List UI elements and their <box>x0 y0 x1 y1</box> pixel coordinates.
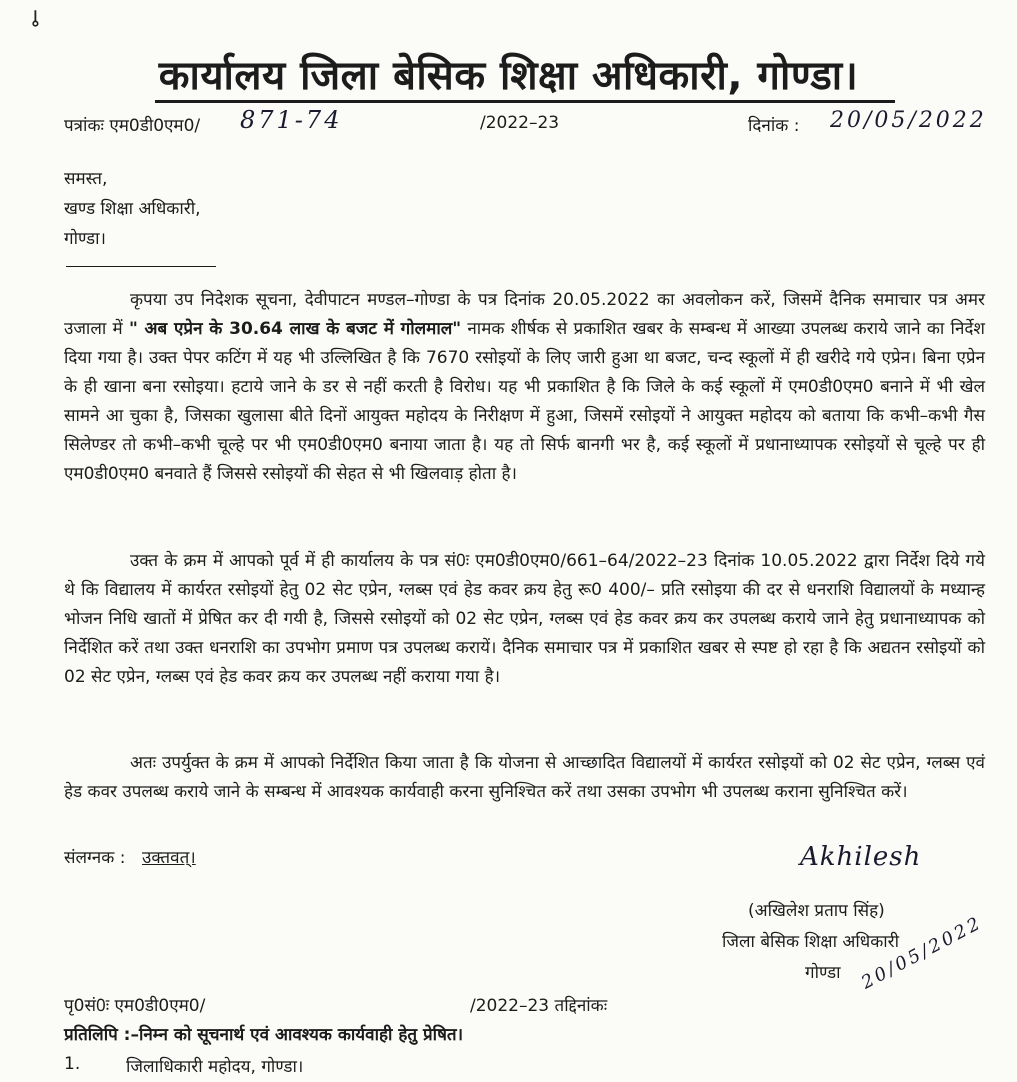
footer-ref-label: पृ0सं0ः एम0डी0एम0/ <box>64 996 206 1016</box>
patrank-number-handwritten: 871-74 <box>240 106 343 134</box>
body-paragraph-1 <box>64 286 985 489</box>
signatory-designation: जिला बेसिक शिक्षा अधिकारी <box>722 932 900 952</box>
signatory-place: गोण्डा <box>805 963 841 983</box>
date-label: दिनांक : <box>748 116 800 136</box>
p1-text-b: नामक शीर्षक से प्रकाशित खबर के सम्बन्ध में आख्या उपलब्ध कराये जाने का निर्देश दिया गया है। उक्त पेपर कटिंग में यह भी उल्लिखित है कि 7670 रसोइयों के लिए जारी हुआ था बजट, चन्द स्कूलों में ही खरीदे गये एप्रेन। बिना एप्रेन के ही खाना बना रसोइया। हटाये जाने के डर से नहीं करती है विरोध। यह भी प्रकाशित है कि जिले के कई स्कूलों में एम0डी0एम0 बनाने में भी खेल सामने आ चुका है, जिसका खुलासा बीते दिनों आयुक्त महोदय के निरीक्षण में हुआ, जिसमें रसोइयों ने आयुक्त महोदय को बताया कि कभी–कभी गैस सिलेण्डर तो कभी–कभी चूल्हे पर भी एम0डी0एम0 बनाया जाता है। यह तो सिर्फ बानगी भर है, कई स्कूलों में प्रधानाध्यापक रसोइयों से चूल्हे पर ही एम0डी0एम0 बनवाते हैं जिससे रसोइयों की सेहत से भी खिलवाड़ होता है। <box>64 319 985 484</box>
title-underline <box>155 100 895 103</box>
enclosure-value: उक्तवत्। <box>142 848 196 868</box>
signatory-name: (अखिलेश प्रताप सिंह) <box>748 901 885 921</box>
signature-handwritten: Akhilesh <box>800 842 922 872</box>
pin-mark-icon: ⊸ <box>22 9 48 28</box>
signature-date-handwritten: 20/05/2022 <box>858 912 986 994</box>
patrank-label: पत्रांकः एम0डी0एम0/ <box>64 116 201 136</box>
body-paragraph-2: उक्त के क्रम में आपको पूर्व में ही कार्यालय के पत्र सं0ः एम0डी0एम0/661–64/2022–23 दिनांक 10.05.2022 द्वारा निर्देश दिये गये थे कि विद्यालय में कार्यरत रसोइयों हेतु 02 सेट एप्रेन, ग्लब्स एवं हेड कवर क्रय हेतु रू0 400/– प्रति रसोइया की दर से धनराशि विद्यालयों के मध्यान्ह भोजन निधि खातों में प्रेषित कर दी गयी है, जिससे रसोइयों को 02 सेट एप्रेन, ग्लब्स एवं हेड कवर क्रय कर उपलब्ध कराये जाने हेतु प्रधानाध्यापक को निर्देशित करें तथा उक्त धनराशि का उपभोग प्रमाण पत्र उपलब्ध करायें। दैनिक समाचार पत्र में प्रकाशित खबर से स्पष्ट हो रहा है कि अद्यतन रसोइयों को 02 सेट एप्रेन, ग्लब्स एवं हेड कवर क्रय कर उपलब्ध नहीं कराया गया है। <box>64 551 985 687</box>
enclosure-label: संलग्नक : <box>64 848 126 868</box>
p1-headline: " अब एप्रेन के 30.64 लाख के बजट में गोलमाल" <box>128 319 462 339</box>
office-title: कार्यालय जिला बेसिक शिक्षा अधिकारी, गोण्डा। <box>158 53 859 99</box>
addressee-line-1: समस्त, <box>64 169 108 189</box>
addressee-divider <box>66 266 216 267</box>
patrank-year: /2022–23 <box>480 113 560 133</box>
date-handwritten: 20/05/2022 <box>830 108 987 133</box>
p1-text-a: कृपया उप निदेशक सूचना, देवीपाटन मण्डल–गोण्डा के पत्र दिनांक 20.05.2022 का अवलोकन करें, जिसमें दैनिक समाचार पत्र अमर उजाला में <box>64 290 985 339</box>
addressee-line-3: गोण्डा। <box>64 229 106 249</box>
copy-item-1-text: जिलाधिकारी महोदय, गोण्डा। <box>126 1057 304 1077</box>
copy-item-1-number: 1. <box>64 1054 81 1074</box>
addressee-line-2: खण्ड शिक्षा अधिकारी, <box>64 199 201 219</box>
footer-ref-year: /2022–23 तद्दिनांकः <box>470 996 608 1016</box>
body-paragraph-3: अतः उपर्युक्त के क्रम में आपको निर्देशित किया जाता है कि योजना से आच्छादित विद्यालयों में कार्यरत रसोइयों को 02 सेट एप्रेन, ग्लब्स एवं हेड कवर उपलब्ध कराये जाने के सम्बन्ध में आवश्यक कार्यवाही करना सुनिश्चित करें तथा उसका उपभोग भी उपलब्ध कराना सुनिश्चित करें। <box>64 753 985 802</box>
copy-to-line: प्रतिलिपि :–निम्न को सूचनार्थ एवं आवश्यक कार्यवाही हेतु प्रेषित। <box>64 1025 464 1045</box>
